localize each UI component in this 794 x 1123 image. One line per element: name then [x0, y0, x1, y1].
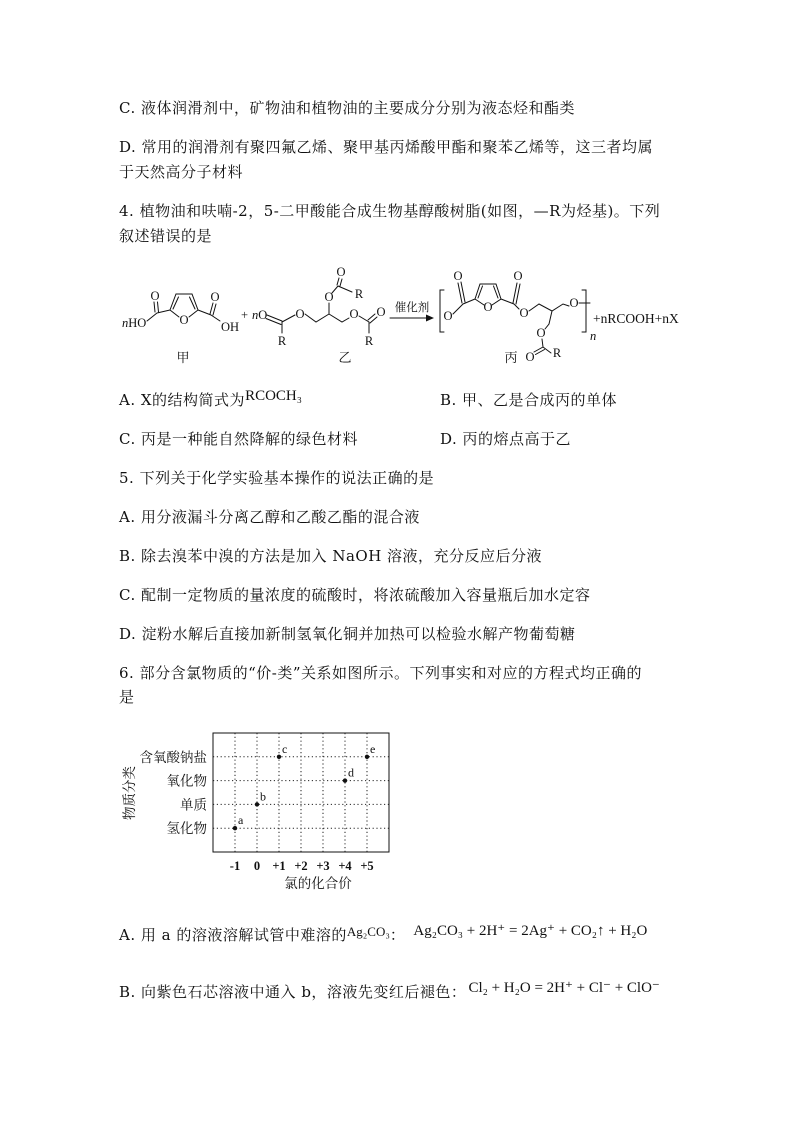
x-tick-label: +2	[294, 859, 308, 873]
q6-stem-line1: 6. 部分含氯物质的“价-类”关系如图所示。下列事实和对应的方程式均正确的	[119, 664, 642, 682]
q4-option-c: C. 丙是一种能自然降解的绿色材料	[119, 430, 358, 448]
x-tick-label: -1	[229, 859, 241, 873]
ring-oxygen-label: O	[179, 313, 189, 327]
x-tick-label: +4	[338, 859, 352, 873]
hydroxyl-right-label: OH	[221, 320, 240, 334]
q6-option-a-compound: Ag₂CO₃	[346, 924, 390, 939]
x-axis-label: 氯的化合价	[284, 876, 352, 892]
oxygen-label: O	[536, 326, 546, 340]
q6-option-a-separator: ：	[389, 926, 406, 944]
prev-option-c: C. 液体润滑剂中，矿物油和植物油的主要成分分别为液态烃和酯类	[119, 99, 575, 117]
y-category-label: 氧化物	[166, 773, 207, 790]
q5-option-b: B. 除去溴苯中溴的方法是加入 NaOH 溶液，充分反应后分液	[119, 547, 543, 565]
x-tick-label: +1	[272, 859, 286, 873]
oxygen-label: O	[525, 350, 535, 364]
oxygen-label: O	[349, 307, 359, 321]
oxygen-label: O	[569, 296, 579, 310]
valence-category-chart	[100, 725, 400, 895]
x-tick-label: 0	[253, 859, 261, 873]
catalyst-label: 催化剂	[394, 300, 430, 314]
label-yi: 乙	[338, 351, 352, 366]
q4-option-b: B. 甲、乙是合成丙的单体	[440, 391, 618, 409]
ring-oxygen-label: O	[483, 300, 493, 314]
q4-option-d: D. 丙的熔点高于乙	[440, 430, 572, 448]
chart-frame	[213, 733, 389, 852]
data-point-a	[233, 826, 237, 830]
q4-stem-line2: 叙述错误的是	[119, 227, 213, 245]
q6-option-a-equation: Ag₂CO₃ + 2H⁺ = 2Ag⁺ + CO₂↑ + H₂O	[413, 923, 648, 939]
prev-option-d-line1: D. 常用的润滑剂有聚四氟乙烯、聚甲基丙烯酸甲酯和聚苯乙烯等，这三者均属	[119, 138, 654, 156]
r-group-label: R	[552, 346, 562, 360]
data-point-b	[255, 802, 259, 806]
q4-option-a-text: A. X的结构简式为	[119, 391, 246, 409]
x-tick-label: +5	[360, 859, 374, 873]
data-point-label-a: a	[238, 813, 244, 828]
arrow-head	[426, 315, 434, 322]
molecule-jia	[122, 289, 239, 366]
r-group-label: R	[364, 334, 374, 348]
y-category-label: 单质	[180, 797, 207, 814]
q6-stem-line2: 是	[119, 688, 135, 706]
molecule-yi	[241, 265, 386, 366]
data-point-label-e: e	[370, 741, 376, 756]
q6-option-a-text: A. 用 a 的溶液溶解试管中难溶的	[119, 926, 347, 944]
r-group-label: R	[354, 287, 364, 301]
molecule-bing-bonds	[440, 282, 590, 355]
y-axis-label: 物质分类	[122, 766, 138, 820]
byproducts-label: +nRCOOH+nX	[593, 311, 679, 326]
oxygen-label: O	[336, 265, 346, 279]
y-category-label: 氢化物	[166, 821, 207, 838]
reaction-scheme	[100, 258, 700, 378]
plus-sign: +	[241, 308, 249, 322]
oxygen-label: O	[513, 269, 523, 283]
data-point-label-d: d	[348, 765, 354, 780]
r-group-label: R	[277, 334, 287, 348]
q6-option-b-text: B. 向紫色石芯溶液中通入 b，溶液先变红后褪色：	[119, 983, 467, 1001]
q6-option-b-equation: Cl₂ + H₂O = 2H⁺ + Cl⁻ + ClO⁻	[468, 980, 660, 996]
oxygen-label: O	[295, 307, 305, 321]
hydroxyl-left-label: nHO	[122, 316, 147, 330]
q4-option-a	[119, 390, 302, 411]
oxygen-label: O	[150, 289, 160, 303]
oxygen-label: O	[453, 269, 463, 283]
oxygen-label: O	[519, 306, 529, 320]
oxygen-label: O	[376, 305, 386, 319]
data-point-d	[343, 778, 347, 782]
y-category-label: 含氧酸钠盐	[139, 749, 207, 766]
q6-option-b	[119, 982, 660, 1003]
reaction-arrow	[390, 300, 434, 322]
x-tick-label: +3	[316, 859, 330, 873]
q5-stem: 5. 下列关于化学实验基本操作的说法正确的是	[119, 469, 435, 487]
carbonyl-oxygen-label: nO	[252, 308, 268, 322]
data-point-e	[365, 755, 369, 759]
data-point-label-b: b	[260, 789, 266, 804]
q5-option-a: A. 用分液漏斗分离乙醇和乙酸乙酯的混合液	[119, 508, 420, 526]
label-jia: 甲	[176, 351, 190, 366]
data-point-label-c: c	[282, 741, 288, 756]
q4-option-a-formula: RCOCH₃	[245, 388, 302, 404]
oxygen-label: O	[210, 290, 220, 304]
degree-of-polymerization: n	[590, 329, 597, 343]
label-bing: 丙	[504, 351, 518, 366]
prev-option-d-line2: 于天然高分子材料	[119, 163, 244, 181]
oxygen-label: O	[443, 309, 453, 323]
molecule-bing	[440, 269, 679, 366]
oxygen-label: O	[324, 290, 334, 304]
q5-option-c: C. 配制一定物质的量浓度的硫酸时，将浓硫酸加入容量瓶后加水定容	[119, 586, 591, 604]
data-point-c	[277, 755, 281, 759]
q4-stem-line1: 4. 植物油和呋喃-2，5-二甲酸能合成生物基醇酸树脂(如图，—R为烃基)。下列	[119, 202, 661, 220]
q6-option-a	[119, 925, 647, 946]
q5-option-d: D. 淀粉水解后直接加新制氢氧化铜并加热可以检验水解产物葡萄糖	[119, 625, 576, 643]
